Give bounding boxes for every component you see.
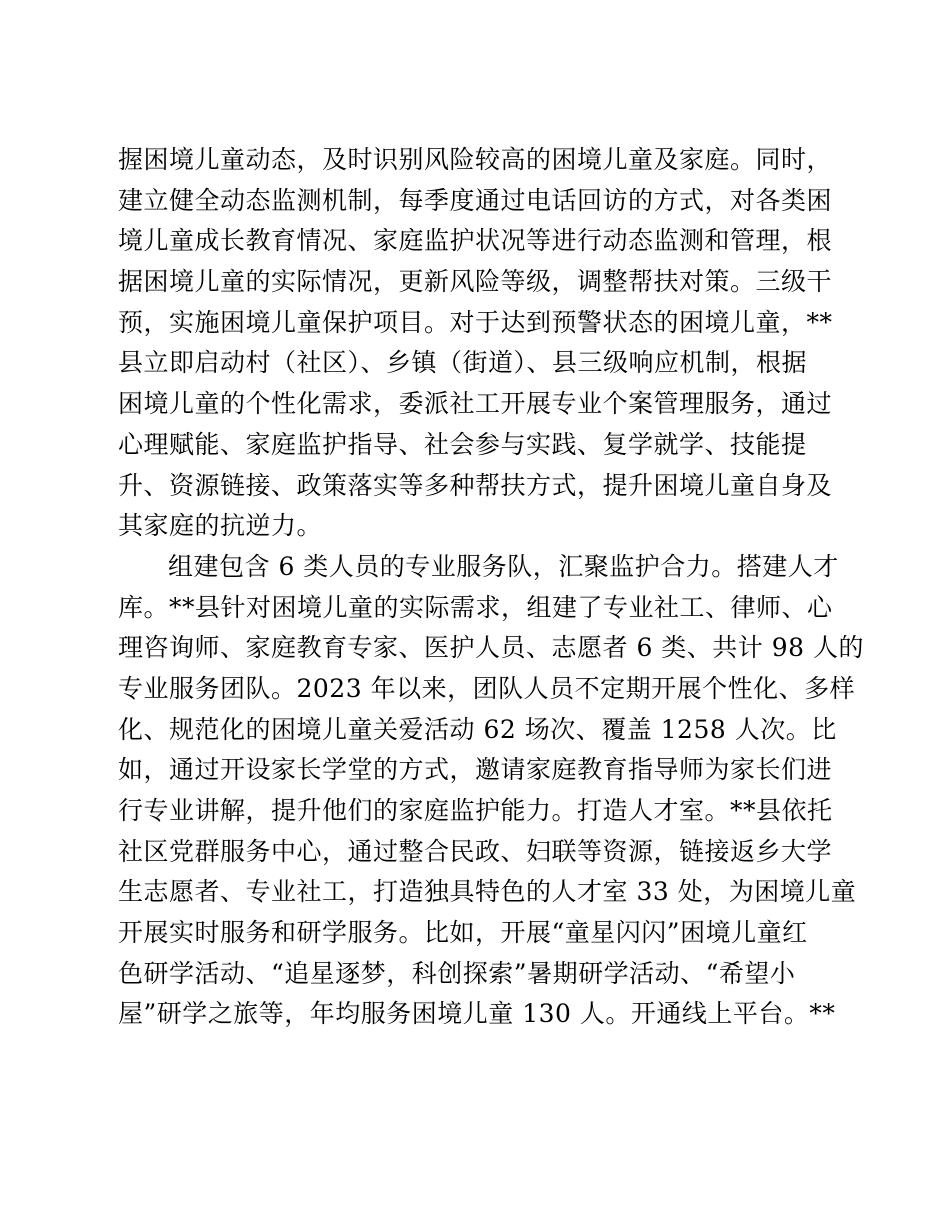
text-line: 色研学活动、“追星逐梦，科创探索”暑期研学活动、“希望小 bbox=[118, 958, 796, 988]
paragraph-2 bbox=[118, 547, 865, 1035]
document-body bbox=[118, 140, 865, 1035]
text-line: 如，通过开设家长学堂的方式，邀请家庭教育指导师为家长们进 bbox=[118, 755, 833, 785]
text-line: 开展实时服务和研学服务。比如，开展“童星闪闪”困境儿童红 bbox=[118, 918, 808, 948]
text-line: 境儿童成长教育情况、家庭监护状况等进行动态监测和管理，根 bbox=[118, 226, 833, 256]
text-line-indented: 组建包含 6 类人员的专业服务队，汇聚监护合力。搭建人才 bbox=[168, 551, 839, 581]
text-line: 其家庭的抗逆力。 bbox=[118, 511, 323, 541]
text-line: 屋”研学之旅等，年均服务困境儿童 130 人。开通线上平台。** bbox=[118, 999, 836, 1029]
text-line: 升、资源链接、政策落实等多种帮扶方式，提升困境儿童自身及 bbox=[118, 470, 833, 500]
text-line: 县立即启动村（社区）、乡镇（街道）、县三级响应机制，根据 bbox=[118, 348, 808, 378]
text-line: 社区党群服务中心，通过整合民政、妇联等资源，链接返乡大学 bbox=[118, 836, 833, 866]
text-line: 握困境儿童动态，及时识别风险较高的困境儿童及家庭。同时， bbox=[118, 145, 833, 174]
text-line: 行专业讲解，提升他们的家庭监护能力。打造人才室。**县依托 bbox=[118, 796, 833, 825]
text-line: 建立健全动态监测机制，每季度通过电话回访的方式，对各类困 bbox=[118, 185, 833, 215]
text-line: 心理赋能、家庭监护指导、社会参与实践、复学就学、技能提 bbox=[118, 429, 807, 459]
text-line: 理咨询师、家庭教育专家、医护人员、志愿者 6 类、共计 98 人的 bbox=[118, 633, 865, 663]
text-line: 困境儿童的个性化需求，委派社工开展专业个案管理服务，通过 bbox=[118, 389, 833, 419]
text-line: 预，实施困境儿童保护项目。对于达到预警状态的困境儿童，** bbox=[118, 307, 833, 337]
text-line: 专业服务团队。2023 年以来，团队人员不定期开展个性化、多样 bbox=[118, 673, 856, 703]
text-line: 库。**县针对困境儿童的实际需求，组建了专业社工、律师、心 bbox=[118, 592, 833, 622]
text-line: 据困境儿童的实际情况，更新风险等级，调整帮扶对策。三级干 bbox=[118, 267, 833, 297]
text-line: 化、规范化的困境儿童关爱活动 62 场次、覆盖 1258 人次。比 bbox=[118, 714, 837, 744]
paragraph-1 bbox=[118, 140, 833, 547]
text-line: 生志愿者、专业社工，打造独具特色的人才室 33 处，为困境儿童 bbox=[118, 877, 857, 907]
